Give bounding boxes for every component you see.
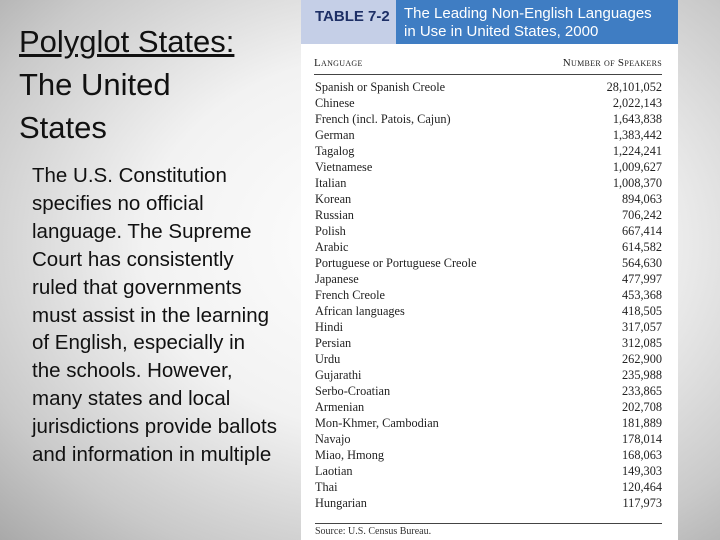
row-speakers: 1,383,442 xyxy=(612,128,662,142)
table-row xyxy=(315,111,662,127)
table-row xyxy=(315,303,662,319)
row-language: Mon-Khmer, Cambodian xyxy=(315,416,439,430)
table-source-note: Source: U.S. Census Bureau. xyxy=(315,523,662,537)
row-language: Persian xyxy=(315,336,352,350)
table-row xyxy=(315,351,662,367)
row-speakers: 149,303 xyxy=(622,464,662,478)
row-speakers: 477,997 xyxy=(622,272,662,286)
row-language: Chinese xyxy=(315,96,355,110)
table-title-line-1: The Leading Non-English Languages xyxy=(404,5,652,22)
table-row xyxy=(315,495,662,511)
table-row xyxy=(315,79,662,95)
table-row xyxy=(315,207,662,223)
table-row xyxy=(315,95,662,111)
row-language: French (incl. Patois, Cajun) xyxy=(315,112,451,126)
table-row xyxy=(315,479,662,495)
table-row xyxy=(315,463,662,479)
table-row xyxy=(315,239,662,255)
row-language: Russian xyxy=(315,208,354,222)
row-speakers: 233,865 xyxy=(622,384,662,398)
table-row xyxy=(315,399,662,415)
table-row xyxy=(315,383,662,399)
slide-body-text: The U.S. Constitution specifies no official language. The Supreme Court has consistently ruled that governments must assist in the learning of English, especially in the schools. However, many states and local jurisdictions provide ballots and information in multiple xyxy=(32,164,277,467)
row-speakers: 564,630 xyxy=(622,256,662,270)
table-row xyxy=(315,143,662,159)
row-language: Japanese xyxy=(315,272,359,286)
table-row xyxy=(315,415,662,431)
row-language: Gujarathi xyxy=(315,368,362,382)
table-row xyxy=(315,255,662,271)
row-speakers: 1,009,627 xyxy=(612,160,662,174)
column-header-language: Language xyxy=(314,57,363,69)
row-speakers: 706,242 xyxy=(622,208,662,222)
slide-title xyxy=(19,20,289,149)
row-speakers: 262,900 xyxy=(622,352,662,366)
row-speakers: 181,889 xyxy=(622,416,662,430)
row-language: Polish xyxy=(315,224,346,238)
row-speakers: 667,414 xyxy=(622,224,662,238)
row-speakers: 1,643,838 xyxy=(612,112,662,126)
language-table-image xyxy=(301,0,678,540)
row-speakers: 168,063 xyxy=(622,448,662,462)
row-language: Navajo xyxy=(315,432,351,446)
table-row xyxy=(315,159,662,175)
table-row xyxy=(315,191,662,207)
table-row xyxy=(315,335,662,351)
row-speakers: 235,988 xyxy=(622,368,662,382)
row-speakers: 178,014 xyxy=(622,432,662,446)
row-language: Italian xyxy=(315,176,347,190)
row-language: Hungarian xyxy=(315,496,367,510)
table-row xyxy=(315,271,662,287)
table-title xyxy=(396,0,678,44)
row-language: Miao, Hmong xyxy=(315,448,384,462)
row-language: Laotian xyxy=(315,464,353,478)
row-language: Spanish or Spanish Creole xyxy=(315,80,446,94)
row-speakers: 28,101,052 xyxy=(606,80,662,94)
table-row xyxy=(315,447,662,463)
title-line-2: The United xyxy=(19,67,171,102)
row-language: Arabic xyxy=(315,240,349,254)
row-speakers: 117,973 xyxy=(622,496,662,510)
table-row xyxy=(315,319,662,335)
row-speakers: 614,582 xyxy=(622,240,662,254)
row-speakers: 202,708 xyxy=(622,400,662,414)
table-column-headers xyxy=(314,57,662,75)
row-speakers: 317,057 xyxy=(622,320,662,334)
row-language: Urdu xyxy=(315,352,341,366)
row-language: Armenian xyxy=(315,400,365,414)
table-row xyxy=(315,367,662,383)
row-language: Vietnamese xyxy=(315,160,373,174)
row-speakers: 1,008,370 xyxy=(612,176,662,190)
table-rows xyxy=(315,79,662,511)
row-language: Thai xyxy=(315,480,338,494)
title-line-3: States xyxy=(19,110,107,145)
table-title-line-2: in Use in United States, 2000 xyxy=(404,23,599,40)
row-speakers: 2,022,143 xyxy=(612,96,662,110)
table-row xyxy=(315,287,662,303)
row-speakers: 120,464 xyxy=(622,480,662,494)
row-speakers: 312,085 xyxy=(622,336,662,350)
row-language: German xyxy=(315,128,355,142)
row-speakers: 453,368 xyxy=(622,288,662,302)
row-speakers: 418,505 xyxy=(622,304,662,318)
table-header-bar xyxy=(301,0,678,44)
table-number: TABLE 7-2 xyxy=(301,0,396,44)
table-row xyxy=(315,127,662,143)
table-row xyxy=(315,223,662,239)
row-speakers: 1,224,241 xyxy=(612,144,662,158)
table-row xyxy=(315,431,662,447)
row-language: French Creole xyxy=(315,288,385,302)
row-language: African languages xyxy=(315,304,405,318)
row-language: Hindi xyxy=(315,320,344,334)
row-speakers: 894,063 xyxy=(622,192,662,206)
row-language: Tagalog xyxy=(315,144,355,158)
column-header-speakers: Number of Speakers xyxy=(562,57,662,69)
row-language: Serbo-Croatian xyxy=(315,384,391,398)
title-line-1: Polyglot States: xyxy=(19,24,235,59)
row-language: Portuguese or Portuguese Creole xyxy=(315,256,477,270)
row-language: Korean xyxy=(315,192,352,206)
table-row xyxy=(315,175,662,191)
